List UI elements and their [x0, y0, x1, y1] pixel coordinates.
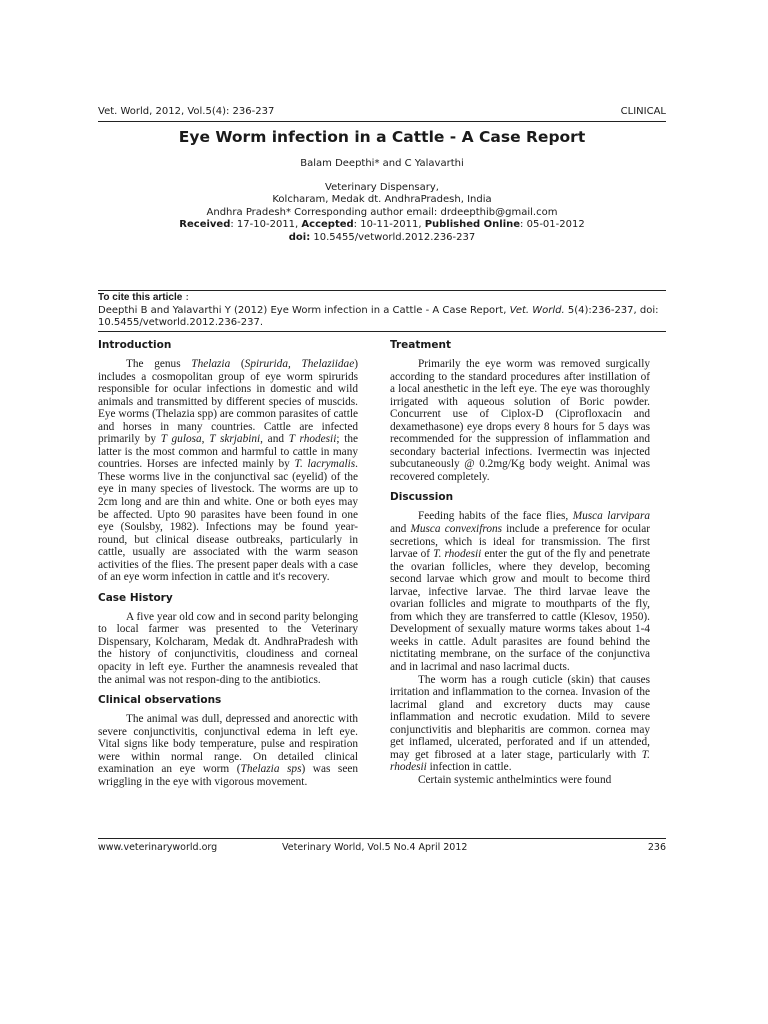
journal-website: www.veterinaryworld.org: [98, 842, 218, 853]
paragraph: Feeding habits of the face flies, Musca larvipara and Musca convexifrons include a preference for ocular secretions, which is ideal for transmission. The first larvae of T. rhodesii enter the gut of the fly and penetrate the ovarian follicles, where they develop, becoming second larvae which grow and moult to become third larvae, infective larvae. The third larvae leave the ovarian follicles and migrate to mouthparts of the fly, from which they are transferred to cattle (Klesov, 1950). Development of sexually mature worms takes about 1-4 weeks in cattle. Adult parasites are found behind the nictitating membrane, on the surface of the conjunctiva and in lacrimal and naso lacrimal ducts.: [390, 510, 651, 674]
section-heading: Introduction: [98, 339, 172, 351]
affiliation-line: Kolcharam, Medak dt. AndhraPradesh, India: [272, 194, 492, 206]
article-dates: Received: 17-10-2011, Accepted: 10-11-2011, Published Online: 05-01-2012: [179, 219, 585, 231]
article-title: Eye Worm infection in a Cattle - A Case Report: [178, 128, 586, 146]
page-number: 236: [647, 842, 666, 853]
header-rule: [98, 121, 666, 122]
left-column: [98, 338, 358, 795]
article-category: CLINICAL: [620, 106, 666, 117]
journal-issue: Veterinary World, Vol.5 No.4 April 2012: [282, 842, 468, 853]
cite-top-rule: [98, 290, 666, 291]
cite-label: To cite this article: [98, 292, 183, 303]
paragraph: The worm has a rough cuticle (skin) that causes irritation and inflammation to the cornea. Invasion of the lacrimal gland and excretory ducts may cause inflammation and necrotic exudation. Mild to severe conjunctivitis and blepharitis are common. cornea may get inflamed, ulcerated, perforated and if un attended, may get fibrosed at a later stage, particularly with T. rhodesii infection in cattle.: [390, 673, 650, 774]
paragraph: A five year old cow and in second parity belonging to local farmer was presented to the Veterinary Dispensary, Kolcharam, Medak dt. AndhraPradesh with the history of conjunctivitis, cloudiness and corneal opacity in left eye. Further the anamnesis revealed that the animal was not respon-ding to the antibiotics.: [98, 610, 358, 686]
section-heading: Case History: [98, 591, 173, 604]
paragraph: The animal was dull, depressed and anorectic with severe conjunctivitis, conjunctival edema in left eye. Vital signs like body temperature, pulse and respiration were within normal range. On detailed clinical examination an eye worm (Thelazia sps) was seen wriggling in the eye with vigorous movement.: [98, 713, 358, 788]
section-heading: Treatment: [390, 339, 451, 351]
paragraph: Primarily the eye worm was removed surgically according to the standard procedures after instillation of a local anesthetic in the left eye. The eye was thoroughly irrigated with aqueous solution of Boric powder. Concurrent use of Ciplox-D (Ciprofloxacin and dexamethasone) eye drops every 8 hours for 5 days was recommended for the suppression of inflammation and secondary bacterial infections. Ivermectin was injected subcutaneously @ 0.2mg/Kg body weight. Animal was recovered completely.: [390, 358, 650, 483]
author-list: Balam Deepthi* and C Yalavarthi: [300, 158, 464, 169]
affiliation-block: [98, 182, 666, 244]
section-case-history: [98, 591, 358, 686]
affiliation-line: Veterinary Dispensary,: [325, 182, 439, 193]
corresponding-author: Andhra Pradesh* Corresponding author email: drdeepthib@gmail.com: [206, 206, 558, 218]
section-clinical-observations: [98, 693, 358, 788]
citation-block: To cite this article : Deepthi B and Yalavarthi Y (2012) Eye Worm infection in a Cattle - A Case Report, Vet. World. 5(4):236-237, doi: 10.5455/vetworld.2012.236-237.: [98, 292, 666, 330]
page-footer: [98, 842, 666, 856]
paragraph: The genus Thelazia (Spirurida, Thelaziidae) includes a cosmopolitan group of eye worm spirurids responsible for ocular infections in domestic and wild animals and transmitted by different species of muscids. Eye worms (Thelazia spp) are common parasites of cattle and horses in many countries. Cattle are infected primarily by T gulosa, T skrjabini, and T rhodesii; the latter is the most common and harmful to cattle in many countries. Horses are infected mainly by T. lacrymalis. These worms live in the conjunctival sac (eyelid) of the eye in many species of livestock. The worms are up to 2cm long and are thin and white. One or both eyes may be affected. Upto 90 parasites have been found in one eye (Soulsby, 1982). Infections may be found year-round, but clinical disease outbreaks, particularly in cattle, usually are associated with the warm season activities of the flies. The present paper deals with a case of an eye worm infection in cattle and it's recovery.: [98, 358, 358, 584]
section-treatment: [390, 338, 650, 483]
section-introduction: [98, 338, 358, 584]
footer-rule: [98, 838, 666, 839]
article-doi: doi: 10.5455/vetworld.2012.236-237: [288, 231, 476, 243]
cite-text: Deepthi B and Yalavarthi Y (2012) Eye Worm infection in a Cattle - A Case Report, Vet. World. 5(4):236-237, doi: 10.5455/vetworld.2012.236-237.: [98, 304, 659, 329]
journal-citation-header: Vet. World, 2012, Vol.5(4): 236-237: [98, 106, 275, 117]
paragraph: Certain systemic anthelmintics were found: [418, 773, 612, 786]
section-discussion: [390, 490, 650, 786]
right-column: [390, 338, 650, 794]
section-heading: Clinical observations: [98, 694, 222, 707]
cite-bottom-rule: [98, 331, 666, 332]
running-head: [98, 106, 666, 122]
section-heading: Discussion: [390, 491, 454, 504]
